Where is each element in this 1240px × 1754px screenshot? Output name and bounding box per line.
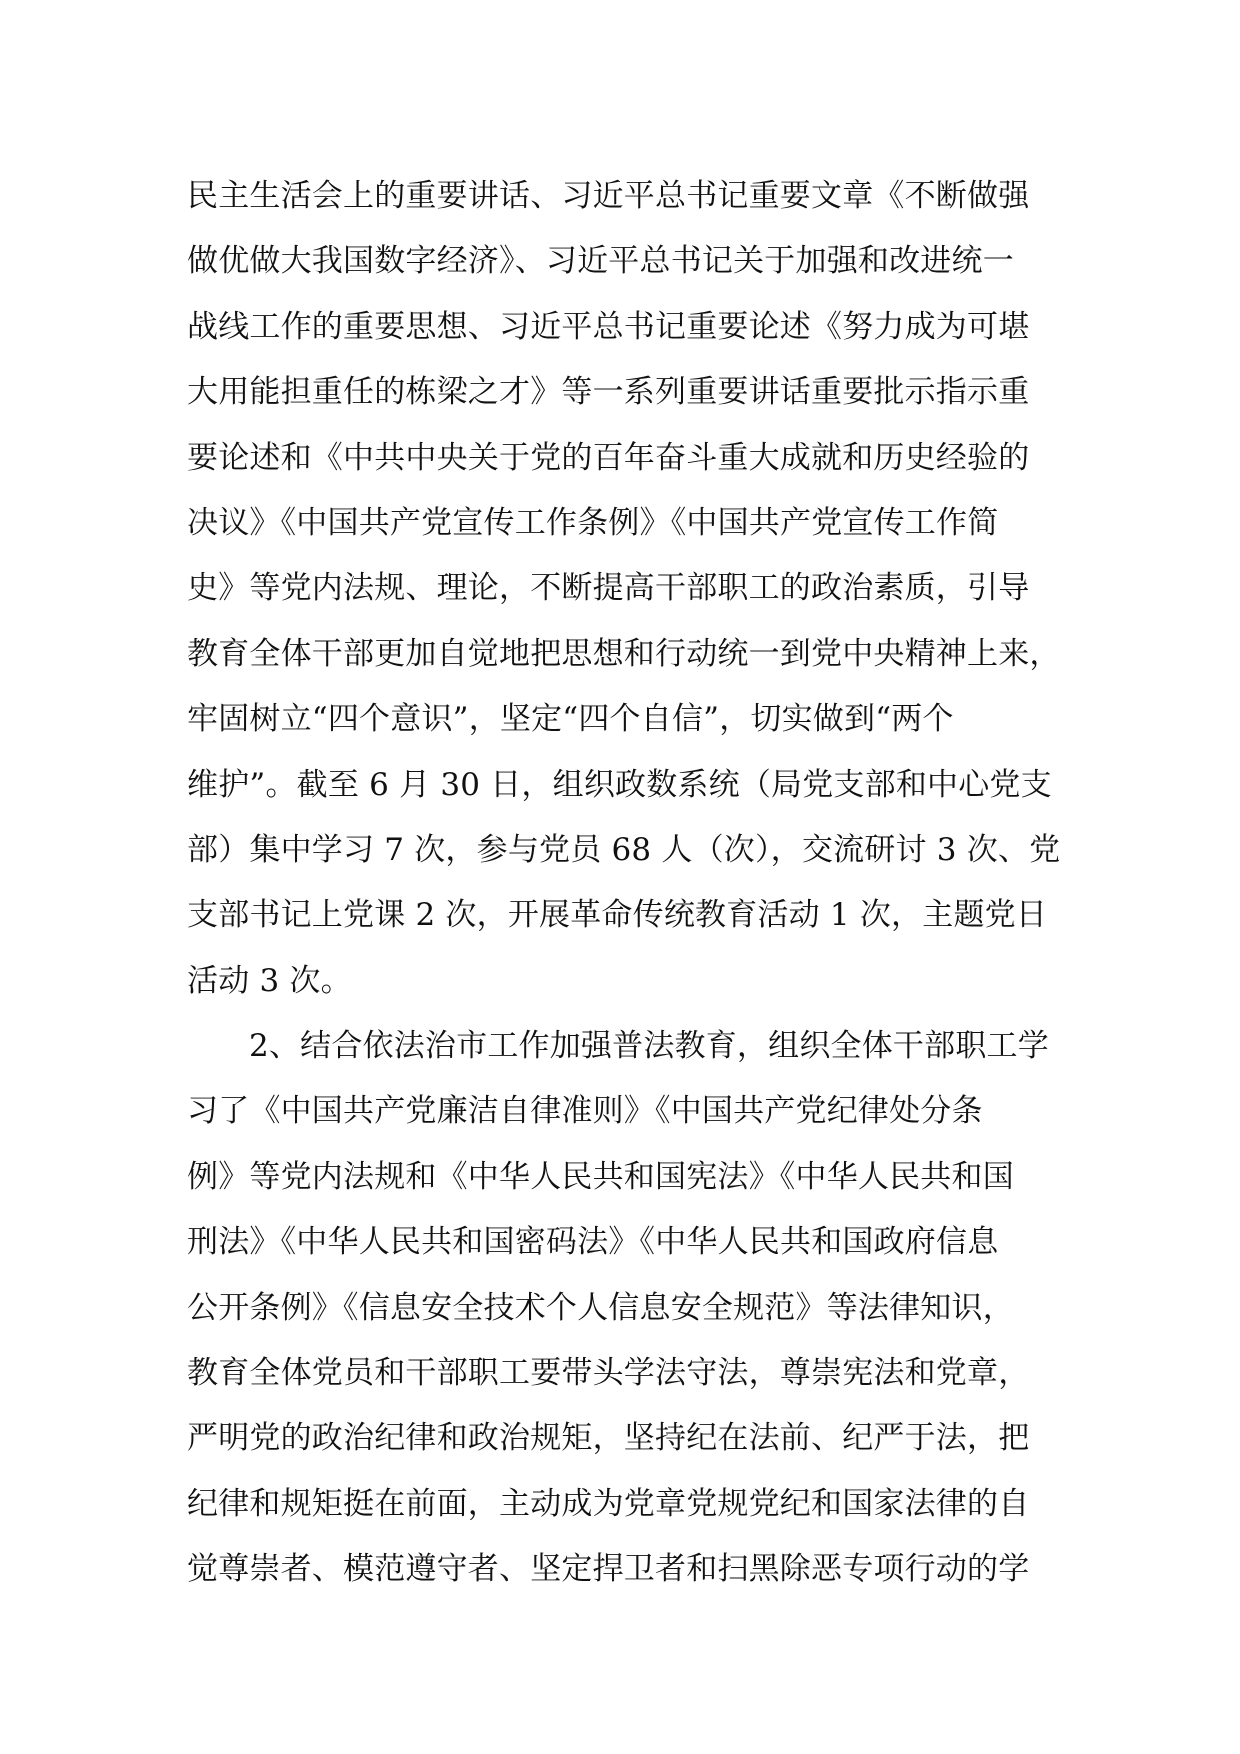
text-line: 决议》《中国共产党宣传工作条例》《中国共产党宣传工作简 — [187, 504, 999, 541]
text-line: 习了《中国共产党廉洁自律准则》《中国共产党纪律处分条 — [187, 1093, 983, 1130]
text-line: 战线工作的重要思想、习近平总书记重要论述《努力成为可堪 — [187, 308, 1030, 345]
text-line: 严明党的政治纪律和政治规矩，坚持纪在法前、纪严于法，把 — [187, 1420, 1030, 1457]
text-line: 部）集中学习 7 次，参与党员 68 人（次），交流研讨 3 次、党 — [187, 831, 1061, 868]
text-line: 刑法》《中华人民共和国密码法》《中华人民共和国政府信息 — [187, 1224, 999, 1261]
text-line: 民主生活会上的重要讲话、习近平总书记重要文章《不断做强 — [187, 178, 1030, 214]
text-line: 牢固树立“四个意识”，坚定“四个自信”，切实做到“两个 — [187, 701, 954, 738]
text-line: 教育全体干部更加自觉地把思想和行动统一到党中央精神上来， — [187, 635, 1061, 672]
text-line: 活动 3 次。 — [187, 962, 352, 999]
body-text — [187, 164, 1067, 1603]
text-line: 纪律和规矩挺在前面，主动成为党章党规党纪和国家法律的自 — [187, 1485, 1030, 1522]
text-line: 公开条例》《信息安全技术个人信息安全规范》等法律知识， — [187, 1289, 1014, 1326]
text-line: 维护”。截至 6 月 30 日，组织政数系统（局党支部和中心党支 — [187, 766, 1052, 803]
text-line: 觉尊崇者、模范遵守者、坚定捍卫者和扫黑除恶专项行动的学 — [187, 1551, 1030, 1588]
text-line: 做优做大我国数字经济》、习近平总书记关于加强和改进统一 — [187, 243, 1014, 280]
text-line: 大用能担重任的栋梁之才》等一系列重要讲话重要批示指示重 — [187, 374, 1030, 411]
text-line: 支部书记上党课 2 次，开展革命传统教育活动 1 次，主题党日 — [187, 897, 1048, 934]
text-line: 教育全体党员和干部职工要带头学法守法，尊崇宪法和党章， — [187, 1355, 1030, 1392]
paragraph-start-line: 2、结合依法治市工作加强普法教育，组织全体干部职工学 — [249, 1028, 1049, 1065]
text-line: 例》等党内法规和《中华人民共和国宪法》《中华人民共和国 — [187, 1158, 1014, 1195]
text-line: 史》等党内法规、理论，不断提高干部职工的政治素质，引导 — [187, 570, 1030, 607]
text-line: 要论述和《中共中央关于党的百年奋斗重大成就和历史经验的 — [187, 439, 1030, 476]
